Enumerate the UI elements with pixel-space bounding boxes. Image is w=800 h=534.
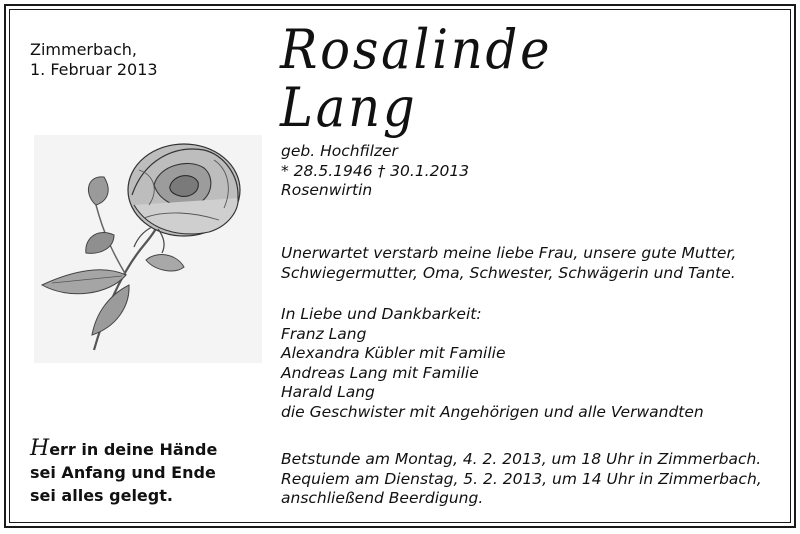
first-name: Rosalinde [280, 18, 553, 81]
verse-line: sei alles gelegt. [30, 486, 173, 505]
location: Zimmerbach, [30, 40, 137, 59]
mourner: Alexandra Kübler mit Familie [281, 344, 506, 362]
announcement [281, 244, 736, 283]
mourners-intro: In Liebe und Dankbarkeit: [281, 305, 482, 323]
verse-initial: H [30, 436, 50, 461]
verse-line-rest: err in deine Hände [49, 440, 218, 459]
date: 1. Februar 2013 [30, 60, 158, 79]
mourner: Franz Lang [281, 324, 367, 343]
service-details [281, 450, 762, 509]
verse-line: sei Anfang und Ende [30, 463, 216, 482]
rose-illustration [34, 135, 262, 363]
mourners [281, 305, 704, 422]
announcement-line: Schwiegermutter, Oma, Schwester, Schwägerin und Tante. [281, 263, 736, 282]
last-name: Lang [280, 76, 418, 139]
service-line: Betstunde am Montag, 4. 2. 2013, um 18 Uhr in Zimmerbach. [281, 450, 762, 468]
occupation: Rosenwirtin [281, 181, 373, 199]
service-line: anschließend Beerdigung. [281, 489, 484, 507]
mourner: Harald Lang [281, 383, 375, 401]
personal-details [281, 142, 469, 201]
place-and-date [30, 40, 158, 80]
service-line: Requiem am Dienstag, 5. 2. 2013, um 14 Uhr in Zimmerbach, [281, 469, 762, 488]
verse-line [30, 437, 217, 461]
mourner: Andreas Lang mit Familie [281, 363, 479, 382]
bible-verse [30, 437, 217, 507]
mourner: die Geschwister mit Angehörigen und alle Verwandten [281, 402, 704, 421]
maiden-name: geb. Hochfilzer [281, 142, 398, 160]
announcement-line: Unerwartet verstarb meine liebe Frau, unsere gute Mutter, [281, 244, 737, 262]
birth-death-dates: * 28.5.1946 † 30.1.2013 [281, 161, 470, 180]
